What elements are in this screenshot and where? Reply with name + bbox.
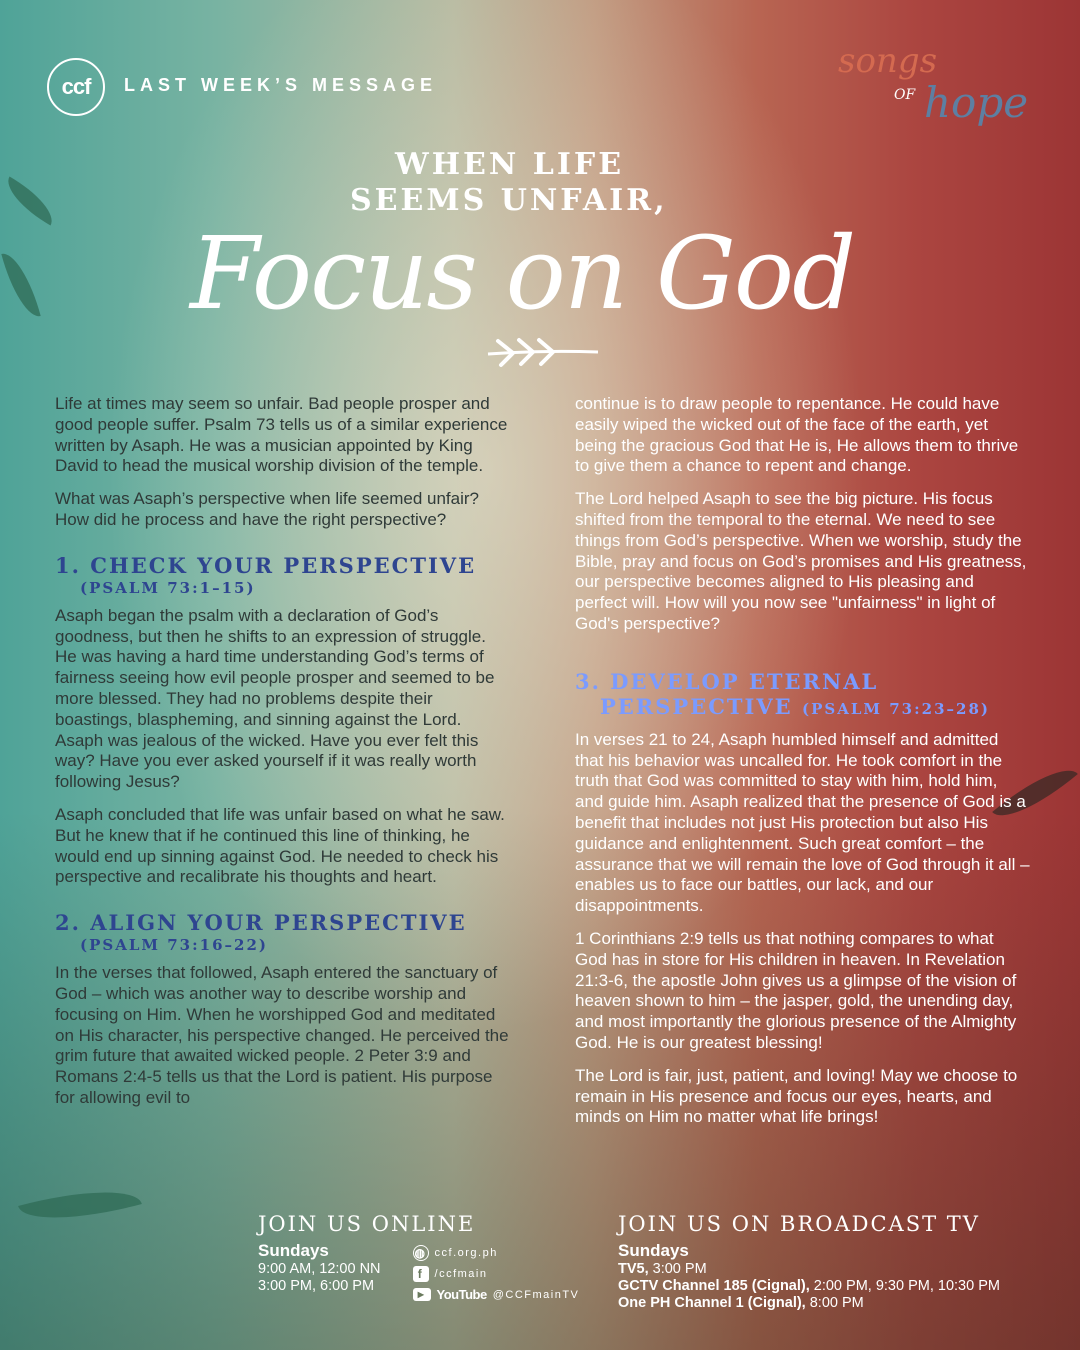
online-title: JOIN US ONLINE (258, 1212, 476, 1236)
paragraph: In verses 21 to 24, Asaph humbled himself and admitted that his behavior was uncalled for. He took comfort in the truth that God was committed to stay with him, hold him, and guide him. Asaph realized that the presence of God is a benefit that includes not just His protection but also His guidance and enlightenment. Such great comfort – the assurance that we will remain the love of God through it all – enables us to face our battles, our lack, and our disappointments. (575, 729, 1030, 916)
globe-icon: ◍ (413, 1245, 429, 1261)
link-label: /ccfmain (434, 1267, 488, 1280)
section-title: 2. ALIGN YOUR PERSPECTIVE (55, 910, 467, 936)
website-link[interactable] (413, 1242, 580, 1263)
paragraph: In the verses that followed, Asaph entered the sanctuary of God – which was another way to describe worship and focusing on Him. When he worshipped God and meditated on His character, his perspective changed. He perceived the grim future that awaited wicked people. 2 Peter 3:9 and Romans 2:4-5 tells us that the Lord is patient. His purpose for allowing evil to (55, 963, 509, 1107)
logo-songs: songs (838, 41, 938, 81)
logo-of: OF (894, 87, 916, 103)
broadcast-day: Sundays (618, 1241, 689, 1260)
section-title: 3. DEVELOP ETERNAL (575, 668, 879, 694)
paragraph: The Lord is fair, just, patient, and loving! May we choose to remain in His presence and focus our eyes, hearts, and minds on Him no matter what life brings! (575, 1065, 1018, 1127)
broadcast-title: JOIN US ON BROADCAST TV (618, 1212, 980, 1236)
facebook-link[interactable] (413, 1263, 580, 1284)
title-line1: WHEN LIFE (395, 147, 625, 182)
ccf-logo: ccf (47, 58, 105, 116)
online-times: 9:00 AM, 12:00 NN (258, 1261, 381, 1277)
section-heading (575, 669, 1030, 722)
facebook-icon: f (413, 1266, 429, 1282)
paragraph: Asaph concluded that life was unfair based on what he saw. But he knew that if he continued this line of thinking, he would end up sinning against God. He needed to check his perspective and recalibrate his thoughts and heart. (55, 804, 505, 887)
online-times: 3:00 PM, 6:00 PM (258, 1278, 375, 1294)
youtube-icon: ▶ (413, 1288, 431, 1301)
leaf-decoration (18, 1175, 142, 1235)
title-script: Focus on God (190, 215, 855, 332)
section-ref: (PSALM 73:1–15) (80, 578, 256, 597)
online-day: Sundays (258, 1241, 329, 1260)
join-broadcast (618, 1212, 1000, 1312)
section-ref: (PSALM 73:23–28) (802, 699, 990, 718)
left-column (55, 394, 510, 1121)
laurel-branch-icon (483, 334, 603, 370)
broadcast-line: TV5, 3:00 PM (618, 1261, 707, 1277)
broadcast-line: One PH Channel 1 (Cignal), 8:00 PM (618, 1295, 864, 1311)
paragraph: 1 Corinthians 2:9 tells us that nothing compares to what God has in store for His children in heaven. In Revelation 21:3-6, the apostle John gives us a glimpse of the vision of heaven shown to him – the jasper, gold, the unending day, and most importantly the glorious presence of the Almighty God. He is our greatest blessing! (575, 928, 1017, 1052)
right-column (575, 394, 1030, 1140)
title-line2: SEEMS UNFAIR, (350, 183, 668, 218)
intro-question: What was Asaph’s perspective when life seemed unfair? How did he process and have the right perspective? (55, 489, 479, 529)
paragraph: The Lord helped Asaph to see the big picture. His focus shifted from the temporal to the eternal. We need to see things from God’s perspective. When we worship, study the Bible, pray and focus on God’s promises and His greatness, our perspective becomes aligned to His pleasing and perfect will. How will you now see "unfairness" in light of God's perspective? (575, 489, 1027, 633)
link-label: @CCFmainTV (492, 1288, 580, 1301)
youtube-brand: YouTube (436, 1287, 487, 1302)
section-heading (55, 910, 510, 955)
paragraph: Asaph began the psalm with a declaration of God’s goodness, but then he shifts to an expression of struggle. He was having a hard time understanding God’s terms of fairness seeing how evil people prosper and seemed to be more blessed. They had no problems despite their boastings, blaspheming, and sinning against the Lord. Asaph was jealous of the wicked. Have you ever felt this way? Have you ever asked yourself if it was really worth following Jesus? (55, 605, 495, 792)
paragraph: continue is to draw people to repentance. He could have easily wiped the wicked out of the face of the earth, yet being the gracious God that He is, He allows them to thrive to give them a chance to repent and change. (575, 394, 1019, 476)
join-online (258, 1212, 579, 1305)
link-label: ccf.org.ph (434, 1246, 498, 1259)
intro-paragraph: Life at times may seem so unfair. Bad people prosper and good people suffer. Psalm 73 tells us of a similar experience written by Asaph. He was a musician appointed by King David to head the musical worship division of the temple. (55, 394, 508, 476)
leaf-decoration (1, 248, 40, 321)
section-ref: (PSALM 73:16–22) (80, 936, 268, 955)
songs-of-hope-logo (838, 41, 1038, 144)
broadcast-line: GCTV Channel 185 (Cignal), 2:00 PM, 9:30 PM, 10:30 PM (618, 1278, 1000, 1294)
logo-hope: hope (924, 78, 1029, 127)
youtube-link[interactable] (413, 1284, 580, 1305)
leaf-decoration (0, 176, 61, 225)
section-title-line2: PERSPECTIVE (600, 693, 793, 719)
kicker: LAST WEEK’S MESSAGE (124, 75, 438, 95)
section-title: 1. CHECK YOUR PERSPECTIVE (55, 552, 477, 578)
section-heading (55, 553, 510, 598)
